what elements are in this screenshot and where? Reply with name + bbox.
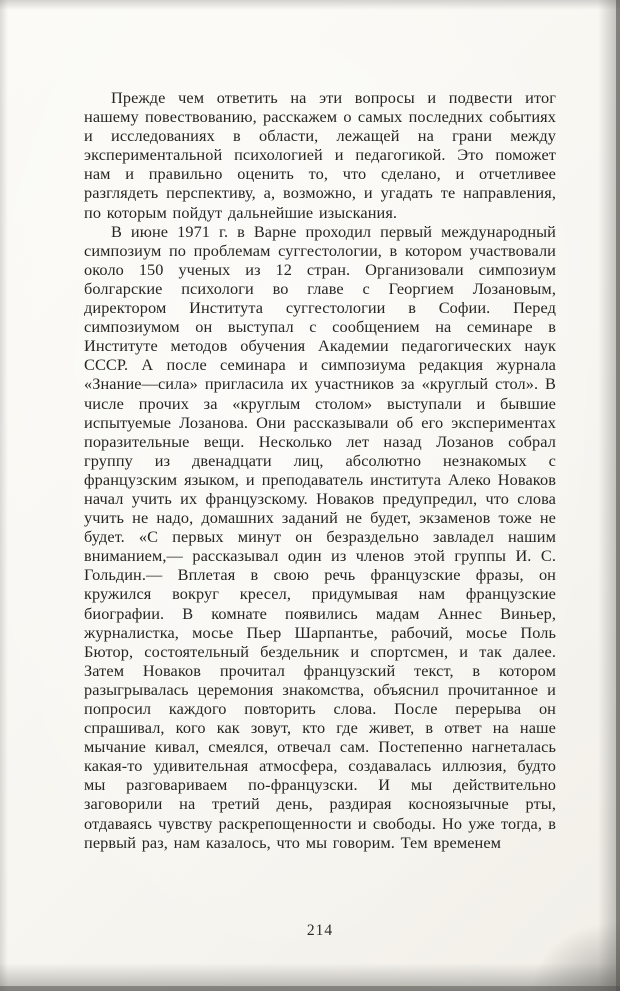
page-text-block bbox=[84, 88, 556, 852]
scan-edge-line-right bbox=[616, 0, 620, 991]
paragraph: В июне 1971 г. в Варне проходил первый международный симпозиум по проблемам суггестологии, в котором участвовали около 150 ученых из 12 стран. Организовали симпозиум болгарские психологи во главе с Георгием Лозановым, директором Института суггестологии в Софии. Перед симпозиумом он выступал с сообщением на семинаре в Институте методов обучения Академии педагогических наук СССР. А после семинара и симпозиума редакция журнала «Знание—сила» пригласила их участников за «круглый стол». В числе прочих за «круглым столом» выступали и бывшие испытуемые Лозанова. Они рассказывали об его экспериментах поразительные вещи. Несколько лет назад Лозанов собрал группу из двенадцати лиц, абсолютно незнакомых с французским языком, и преподаватель института Алеко Новаков начал учить их французскому. Новаков предупредил, что слова учить не надо, домашних заданий не будет, экзаменов тоже не будет. «С первых минут он безраздельно завладел нашим вниманием,— рассказывал один из членов этой группы И. С. Гольдин.— Вплетая в свою речь французские фразы, он кружился вокруг кресел, придумывая нам французские биографии. В комнате появились мадам Аннес Виньер, журналистка, мосье Пьер Шарпантье, рабочий, мосье Поль Бютор, состоятельный бездельник и спортсмен, и так далее. Затем Новаков прочитал французский текст, в котором разыгрывалась церемония знакомства, объяснил прочитанное и попросил каждого повторить слова. После перерыва он спрашивал, кого как зовут, кто где живет, в ответ на наше мычание кивал, смеялся, отвечал сам. Постепенно нагнеталась какая-то удивительная атмосфера, создавалась иллюзия, будто мы разговариваем по-французски. И мы действительно заговорили на третий день, раздирая косноязычные рты, отдаваясь чувству раскрепощенности и свободы. Но уже тогда, в первый раз, нам казалось, что мы говорим. Тем временем bbox=[84, 221, 556, 852]
page-number: 214 bbox=[306, 922, 334, 939]
scan-shadow-bottom bbox=[0, 963, 620, 991]
scan-shadow-right bbox=[598, 0, 620, 991]
scan-shadow-left bbox=[0, 0, 8, 991]
scan-shadow-top bbox=[0, 0, 620, 10]
paragraph: Прежде чем ответить на эти вопросы и подвести итог нашему повествованию, расскажем о самых последних событиях и исследованиях в области, лежащей на грани между экспериментальной психологией и педагогикой. Это поможет нам и правильно оценить то, что сделано, и отчетливее разглядеть перспективу, а, возможно, и угадать те направления, по которым пойдут дальнейшие изыскания. bbox=[84, 88, 556, 222]
scan-edge-line-bottom bbox=[0, 986, 620, 991]
